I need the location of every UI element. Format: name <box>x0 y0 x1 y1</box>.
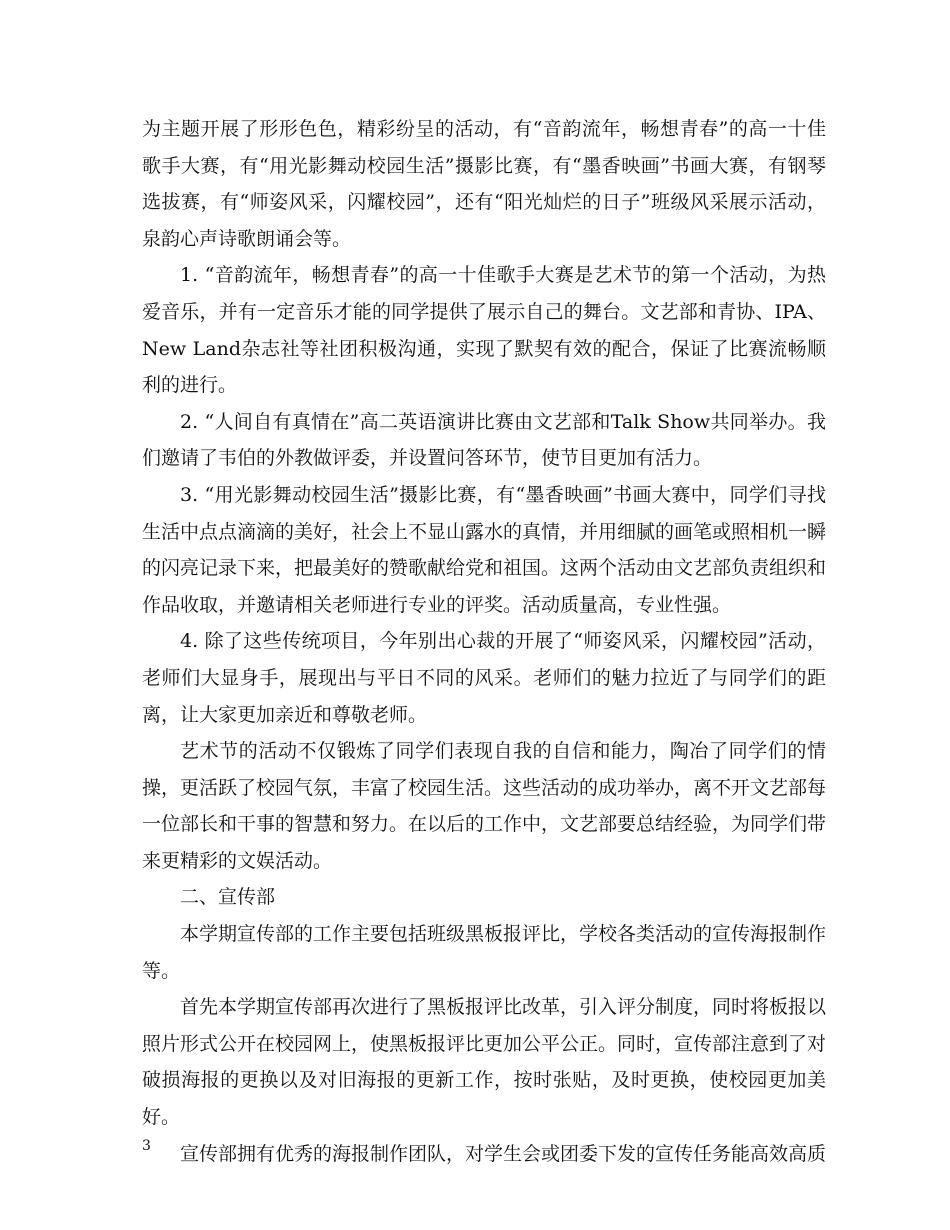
paragraph-item-3: 3. “用光影舞动校园生活”摄影比赛，有“墨香映画”书画大赛中，同学们寻找生活中点点滴滴的美好，社会上不显山露水的真情，并用细腻的画笔或照相机一瞬的闪亮记录下来，把最美好的赞歌献给党和祖国。这两个活动由文艺部负责组织和作品收取，并邀请相关老师进行专业的评奖。活动质量高，专业性强。 <box>142 483 827 616</box>
paragraph-item-2: 2. “人间自有真情在”高二英语演讲比赛由文艺部和Talk Show共同举办。我们邀请了韦伯的外教做评委，并设置问答环节，使节目更加有活力。 <box>142 410 826 470</box>
paragraph-continuation: 为主题开展了形形色色，精彩纷呈的活动，有“音韵流年，畅想青春”的高一十佳歌手大赛，有“用光影舞动校园生活”摄影比赛，有“墨香映画”书画大赛，有钢琴选拔赛，有“师姿风采，闪耀校园”，还有“阳光灿烂的日子”班级风采展示活动，泉韵心声诗歌朗诵会等。 <box>142 118 826 250</box>
page-number: 3 <box>142 1138 151 1154</box>
paragraph-item-1: 1. “音韵流年，畅想青春”的高一十佳歌手大赛是艺术节的第一个活动，为热爱音乐，并有一定音乐才能的同学提供了展示自己的舞台。文艺部和青协、IPA、New Land杂志社等社团积极沟通，实现了默契有效的配合，保证了比赛流畅顺利的进行。 <box>142 264 826 397</box>
paragraph-publicity-team: 宣传部拥有优秀的海报制作团队，对学生会或团委下发的宣传任务能高效高质 <box>180 1142 827 1165</box>
paragraph-publicity-intro: 本学期宣传部的工作主要包括班级黑板报评比，学校各类活动的宣传海报制作等。 <box>142 923 827 982</box>
paragraph-summary: 艺术节的活动不仅锻炼了同学们表现自我的自信和能力，陶冶了同学们的情操，更活跃了校园气氛，丰富了校园生活。这些活动的成功举办，离不开文艺部每一位部长和干事的智慧和努力。在以后的工作中，文艺部要总结经验，为同学们带来更精彩的文娱活动。 <box>142 740 827 872</box>
body-text <box>142 111 826 1172</box>
paragraph-item-4: 4. 除了这些传统项目，今年别出心裁的开展了“师姿风采，闪耀校园”活动，老师们大显身手，展现出与平日不同的风采。老师们的魅力拉近了与同学们的距离，让大家更加亲近和尊敬老师。 <box>142 630 826 726</box>
paragraph-publicity-reform: 首先本学期宣传部再次进行了黑板报评比改革，引入评分制度，同时将板报以照片形式公开在校园网上，使黑板报评比更加公平公正。同时，宣传部注意到了对破损海报的更换以及对旧海报的更新工作，按时张贴，及时更换，使校园更加美好。 <box>142 996 827 1129</box>
section-heading: 二、宣传部 <box>180 886 276 909</box>
